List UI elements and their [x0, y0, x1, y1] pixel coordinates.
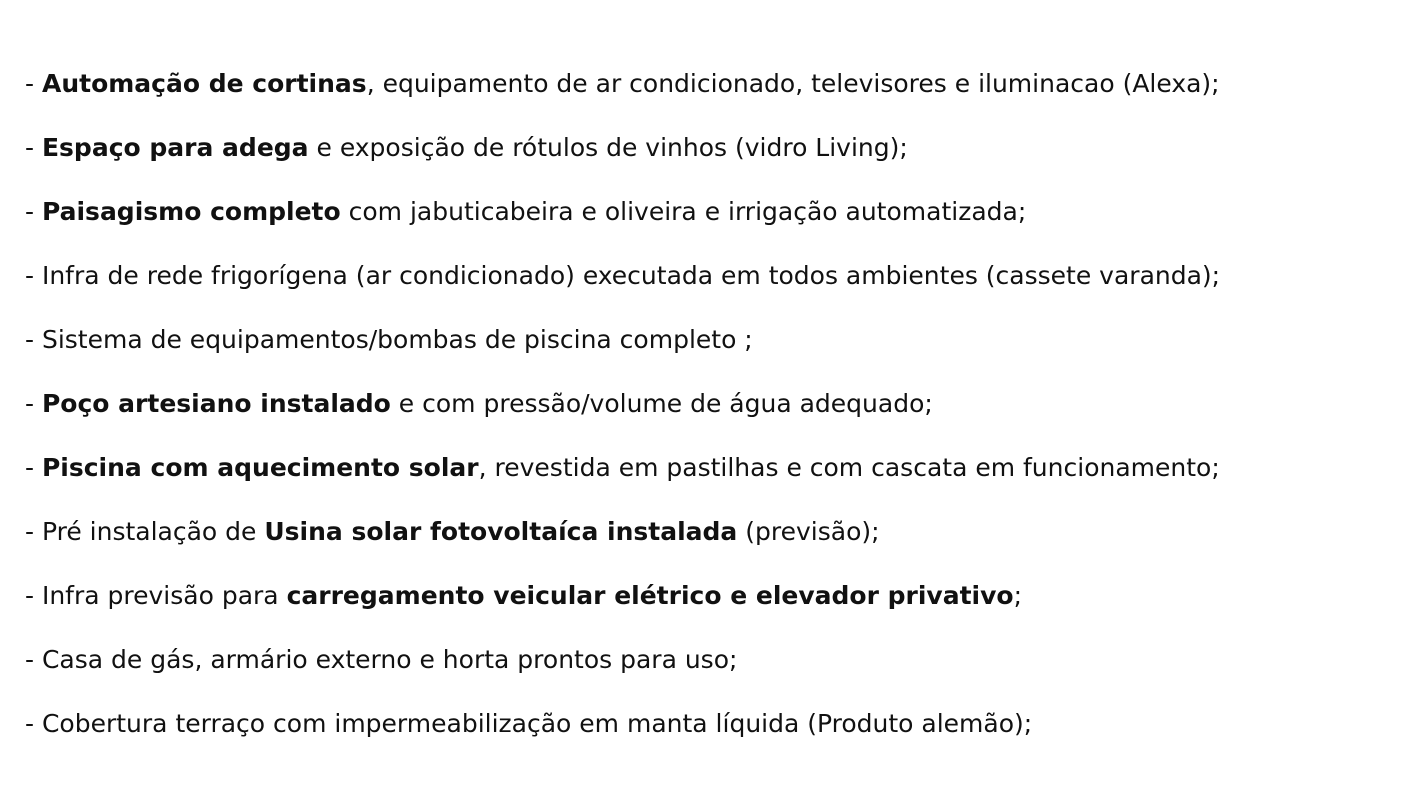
feature-highlight-text: Espaço para adega	[41, 133, 309, 162]
feature-item	[25, 130, 1220, 194]
feature-text: -	[25, 197, 42, 226]
feature-text: com jabuticabeira e oliveira e irrigação automatizada;	[340, 197, 1027, 226]
feature-list	[25, 66, 1220, 770]
feature-item	[25, 578, 1220, 642]
feature-item	[25, 642, 1220, 706]
feature-text: - Infra previsão para	[25, 581, 287, 610]
feature-text: - Sistema de equipamentos/bombas de piscina completo ;	[25, 325, 753, 354]
feature-text: , revestida em pastilhas e com cascata em funcionamento;	[478, 453, 1220, 482]
feature-item	[25, 258, 1220, 322]
feature-highlight-text: Automação de cortinas	[41, 69, 367, 98]
feature-highlight-text: Poço artesiano instalado	[41, 389, 391, 418]
feature-item	[25, 706, 1220, 770]
feature-text: , equipamento de ar condicionado, televisores e iluminacao (Alexa);	[366, 69, 1220, 98]
feature-item	[25, 514, 1220, 578]
feature-highlight-text: Piscina com aquecimento solar	[41, 453, 479, 482]
feature-text: - Pré instalação de	[25, 517, 265, 546]
feature-item	[25, 322, 1220, 386]
feature-highlight-text: Paisagismo completo	[41, 197, 341, 226]
feature-text: -	[25, 389, 42, 418]
feature-text: - Infra de rede frigorígena (ar condicionado) executada em todos ambientes (cassete varanda);	[25, 261, 1221, 290]
feature-highlight-text: Usina solar fotovoltaíca instalada	[264, 517, 738, 546]
feature-text: -	[25, 453, 42, 482]
feature-highlight-text: carregamento veicular elétrico e elevador privativo	[286, 581, 1014, 610]
feature-text: - Cobertura terraço com impermeabilização em manta líquida (Produto alemão);	[25, 709, 1033, 738]
feature-text: - Casa de gás, armário externo e horta prontos para uso;	[25, 645, 738, 674]
feature-item	[25, 66, 1220, 130]
feature-item	[25, 386, 1220, 450]
feature-item	[25, 450, 1220, 514]
feature-item	[25, 194, 1220, 258]
feature-text: e exposição de rótulos de vinhos (vidro Living);	[308, 133, 908, 162]
feature-text: (previsão);	[737, 517, 880, 546]
feature-text: ;	[1013, 581, 1023, 610]
feature-text: -	[25, 69, 42, 98]
feature-text: -	[25, 133, 42, 162]
feature-text: e com pressão/volume de água adequado;	[390, 389, 933, 418]
